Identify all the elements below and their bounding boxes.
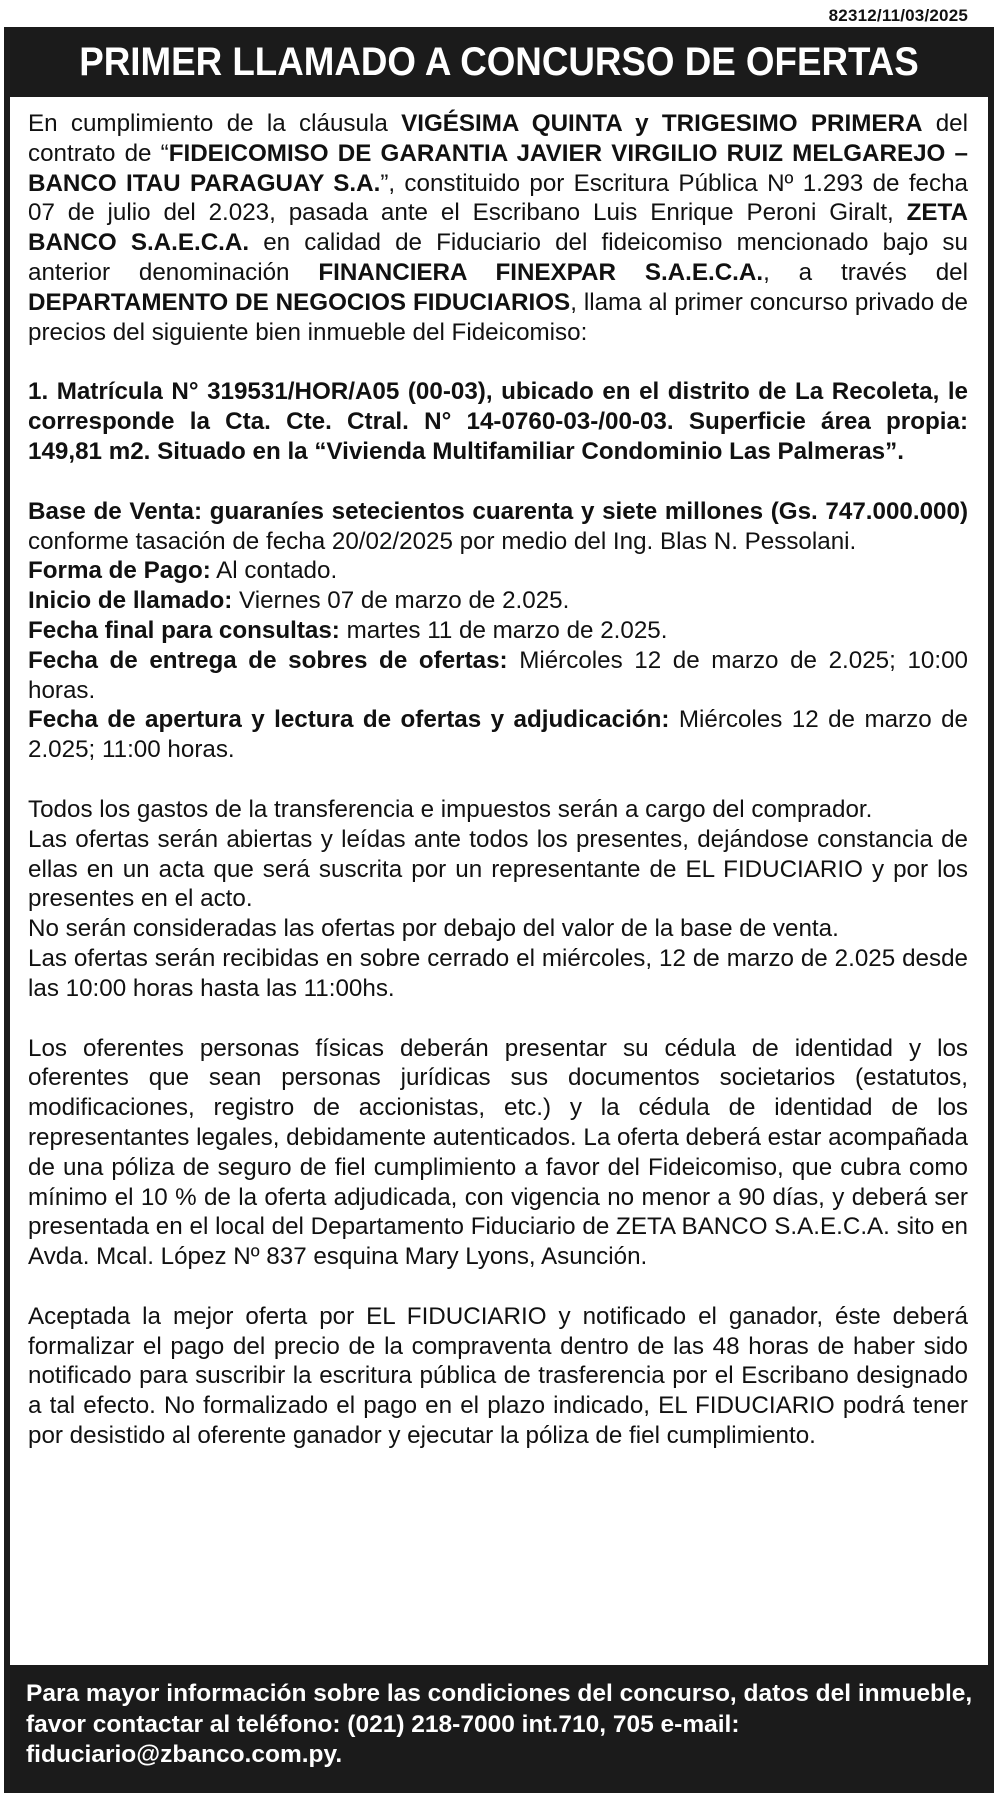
detail-value: Miércoles 12 de marzo de 2.025; 10:00 horas. (28, 646, 968, 704)
intro-text-3: ”, constituido por Escritura Pública Nº 1.293 de fecha 07 de julio del 2.023, pasada ante el Escribano Luis Enrique Peroni Giralt, (28, 169, 968, 227)
detail-start (28, 586, 968, 616)
base-price (28, 497, 968, 557)
condition-reception: Las ofertas serán recibidas en sobre cerrado el miércoles, 12 de marzo de 2.025 desde las 10:00 horas hasta las 11:00hs. (28, 944, 968, 1002)
intro-text-4: en calidad de Fiduciario del fideicomiso mencionado bajo su anterior denominación (28, 229, 968, 286)
intro-trustee: ZETA BANCO S.A.E.C.A. (28, 199, 968, 257)
detail-value: Miércoles 12 de marzo de 2.025; 11:00 horas. (28, 706, 968, 764)
detail-label: Fecha final para consultas: (28, 616, 340, 644)
detail-value: martes 11 de marzo de 2.025. (339, 616, 668, 644)
intro-paragraph (28, 109, 968, 347)
detail-value: Al contado. (210, 557, 338, 585)
detail-delivery (28, 646, 968, 706)
notice-frame (4, 27, 994, 1793)
intro-text-5: , a través del (763, 258, 968, 286)
reference-number: 82312/11/03/2025 (828, 6, 968, 25)
intro-text-2: del contrato de “ (28, 110, 969, 167)
notice-body (10, 97, 988, 1665)
detail-queries (28, 616, 968, 646)
base-price-label: Base de Venta: guaraníes setecientos cuarenta y siete millones (Gs. 747.000.000) (28, 497, 968, 525)
condition-minimum: No serán consideradas las ofertas por debajo del valor de la base de venta. (28, 915, 839, 943)
detail-label: Inicio de llamado: (28, 587, 233, 615)
intro-department: DEPARTAMENTO DE NEGOCIOS FIDUCIARIOS (28, 288, 571, 316)
acceptance-paragraph: Aceptada la mejor oferta por EL FIDUCIARIO y notificado el ganador, éste deberá formalizar el pago del precio de la compraventa dentro de las 48 horas de haber sido notificado para suscribir la escritura pública de trasferencia por el Escribano designado a tal efecto. No formalizado el pago en el plazo indicado, EL FIDUCIARIO podrá tener por desistido al oferente ganador y ejecutar la póliza de fiel cumplimiento. (28, 1302, 968, 1450)
detail-opening (28, 705, 968, 765)
intro-former-name: FINANCIERA FINEXPAR S.A.E.C.A. (318, 258, 764, 286)
contact-footer: Para mayor información sobre las condiciones del concurso, datos del inmueble, favor contactar al teléfono: (021) 218-7000 int.710, 705 e-mail: fiduciario@zbanco.com.py. (26, 1680, 973, 1768)
notice-title: PRIMER LLAMADO A CONCURSO DE OFERTAS (79, 40, 919, 84)
intro-text-1: En cumplimiento de la cláusula (28, 110, 402, 137)
detail-label: Fecha de entrega de sobres de ofertas: (28, 646, 508, 674)
detail-label: Fecha de apertura y lectura de ofertas y adjudicación: (28, 706, 670, 734)
intro-clause: VIGÉSIMA QUINTA y TRIGESIMO PRIMERA (401, 110, 923, 137)
detail-label: Forma de Pago: (28, 557, 211, 585)
condition-opening: Las ofertas serán abiertas y leídas ante todos los presentes, dejándose constancia de ellas en un acta que será suscrita por un representante de EL FIDUCIARIO y por los presentes en el acto. (28, 825, 968, 913)
requirements-paragraph: Los oferentes personas físicas deberán presentar su cédula de identidad y los oferentes que sean personas jurídicas sus documentos societarios (estatutos, modificaciones, registro de accionistas, etc.) y la cédula de identidad de los representantes legales, debidamente autenticados. La oferta deberá estar acompañada de una póliza de seguro de fiel cumplimiento a favor del Fideicomiso, que cubra como mínimo el 10 % de la oferta adjudicada, con vigencia no menor a 90 días, y deberá ser presentada en el local del Departamento Fiduciario de ZETA BANCO S.A.E.C.A. sito en Avda. Mcal. López Nº 837 esquina Mary Lyons, Asunción. (28, 1034, 968, 1271)
detail-value: Viernes 07 de marzo de 2.025. (232, 587, 570, 615)
intro-trust-name: FIDEICOMISO DE GARANTIA JAVIER VIRGILIO RUIZ MELGAREJO – BANCO ITAU PARAGUAY S.A. (28, 139, 968, 197)
intro-text-6: , llama al primer concurso privado de precios del siguiente bien inmueble del Fideicomiso: (28, 288, 968, 346)
property-item: 1. Matrícula N° 319531/HOR/A05 (00-03), ubicado en el distrito de La Recoleta, le corresponde la Cta. Cte. Ctral. N° 14-0760-03-/00-03. Superficie área propia: 149,81 m2. Situado en la “Vivienda Multifamiliar Condominio Las Palmeras”. (28, 378, 968, 465)
base-price-text: conforme tasación de fecha 20/02/2025 por medio del Ing. Blas N. Pessolani. (28, 527, 857, 555)
condition-costs: Todos los gastos de la transferencia e impuestos serán a cargo del comprador. (28, 795, 873, 823)
detail-payment (28, 556, 968, 586)
